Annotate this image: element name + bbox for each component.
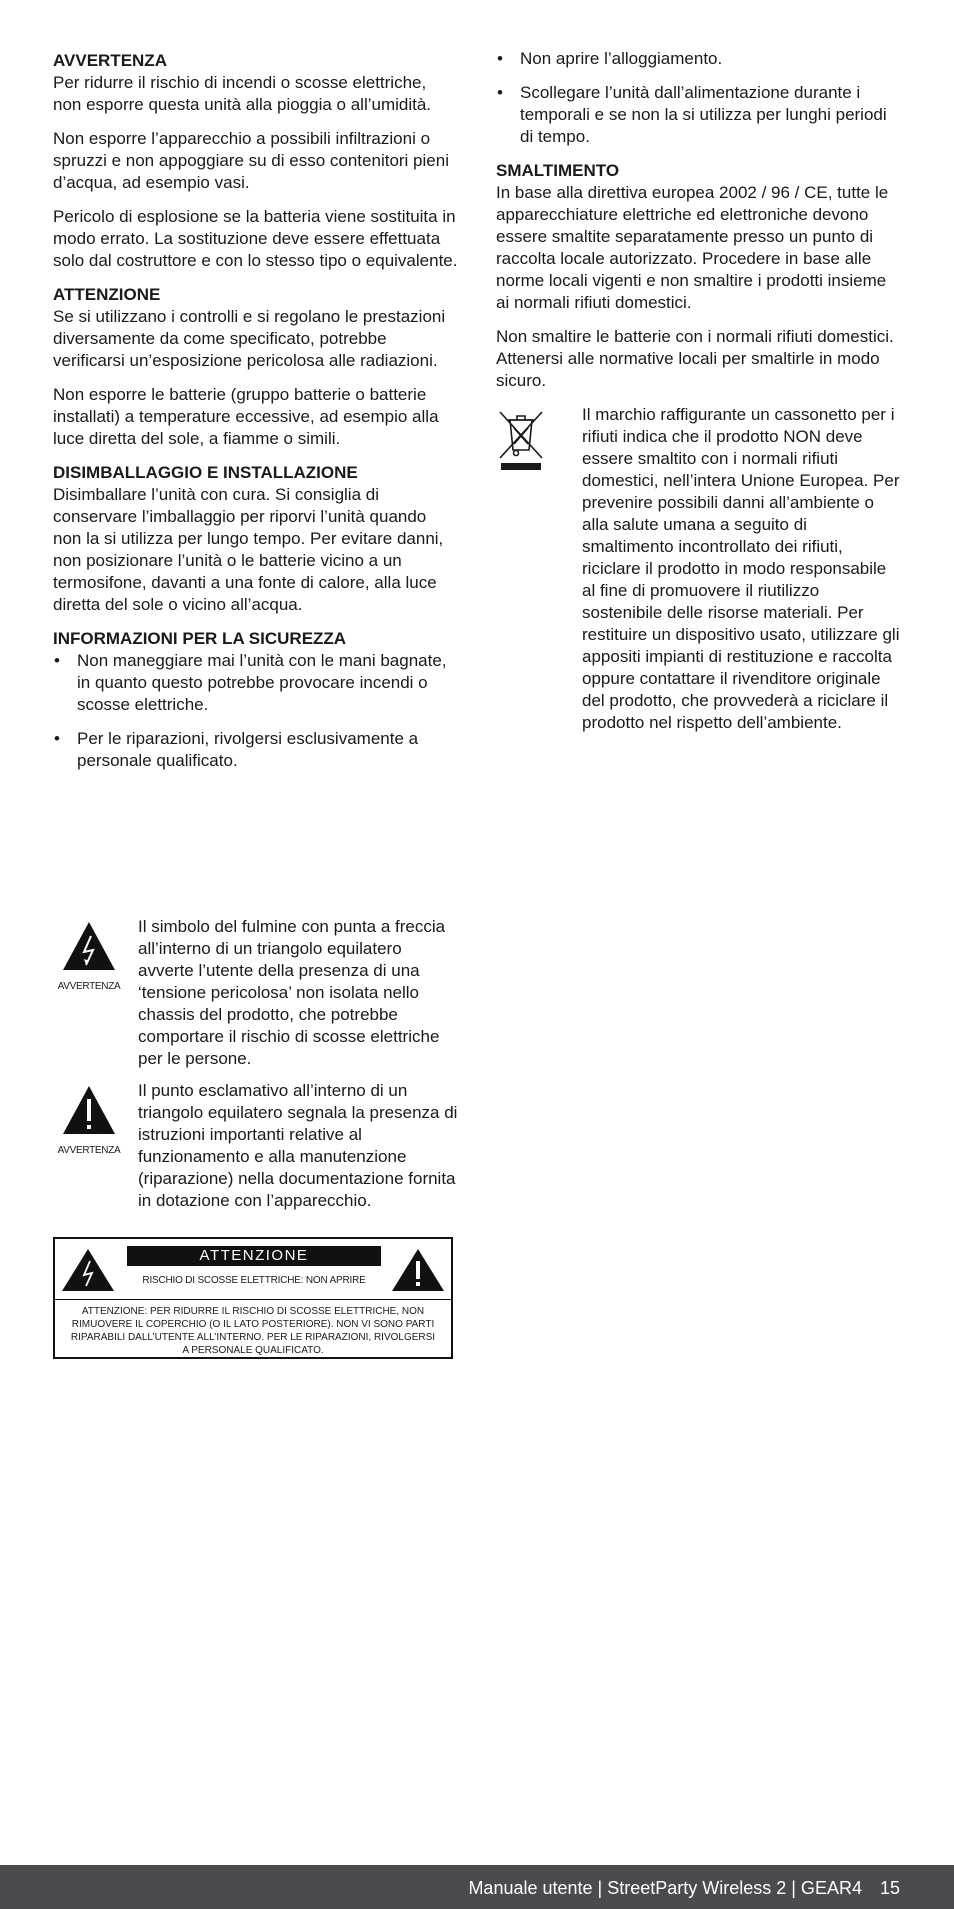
symbol-label: AVVERTENZA [57, 981, 121, 992]
safety-symbols [53, 916, 458, 1222]
caution-title: ATTENZIONE [127, 1246, 381, 1266]
section-smaltimento [496, 160, 901, 734]
paragraph: In base alla direttiva europea 2002 / 96 / CE, tutte le apparecchiature elettriche ed elettroniche devono essere smaltite separatamente presso un punto di raccolta locale autorizzato. Procedere in base alle norme locali vigenti e non smaltire i prodotti insieme ai normali rifiuti domestici. [496, 183, 889, 312]
symbol-description: Il simbolo del fulmine con punta a freccia all’interno di un triangolo equilatero avverte l’utente della presenza di una ‘tensione pericolosa’ non isolata nello chassis del prodotto, che potrebbe comportare il rischio di scosse elettriche per le persone. [138, 917, 446, 1068]
symbol-label: AVVERTENZA [57, 1145, 121, 1156]
lightning-triangle-icon [53, 920, 125, 972]
left-column [53, 48, 458, 784]
section-heading: SMALTIMENTO [496, 161, 620, 180]
paragraph: Pericolo di esplosione se la batteria viene sostituita in modo errato. La sostituzione deve essere effettuata solo dal costruttore e con lo stesso tipo o equivalente. [53, 207, 458, 270]
exclamation-triangle-icon [389, 1247, 447, 1293]
section-heading: ATTENZIONE [53, 285, 161, 304]
section-disimballaggio [53, 462, 458, 616]
page-number: 15 [879, 1878, 900, 1898]
caution-label-box [53, 1237, 453, 1359]
lightning-triangle-icon [59, 1247, 117, 1293]
bullet-list [496, 48, 901, 148]
section-heading: INFORMAZIONI PER LA SICUREZZA [53, 629, 347, 648]
paragraph: Non smaltire le batterie con i normali rifiuti domestici. Attenersi alle normative locali per smaltirle in modo sicuro. [496, 327, 894, 390]
section-attenzione [53, 284, 458, 450]
caution-body: ATTENZIONE: PER RIDURRE IL RISCHIO DI SCOSSE ELETTRICHE, NON RIMUOVERE IL COPERCHIO (O IL LATO POSTERIORE). NON VI SONO PARTI RIPARABILI DALL’UTENTE ALL’INTERNO. PER LE RIPARAZIONI, RIVOLGERSI A PERSONALE QUALIFICATO. [70, 1306, 436, 1356]
list-item: • Non maneggiare mai l’unità con le mani bagnate, in quanto questo potrebbe provocare incendi o scosse elettriche. [53, 650, 458, 716]
footer-text: Manuale utente | StreetParty Wireless 2 | GEAR4 [468, 1878, 862, 1898]
symbol-row-lightning [53, 916, 458, 1070]
list-item: • Scollegare l’unità dall’alimentazione durante i temporali e se non la si utilizza per lunghi periodi di tempo. [496, 82, 901, 148]
symbol-description: Il punto esclamativo all’interno di un triangolo equilatero segnala la presenza di istruzioni importanti relative al funzionamento e alla manutenzione (riparazione) nella documentazione fornita in dotazione con l’apparecchio. [138, 1081, 458, 1210]
page-footer [0, 1865, 954, 1909]
caution-subtitle: RISCHIO DI SCOSSE ELETTRICHE: NON APRIRE [142, 1275, 366, 1286]
weee-text: Il marchio raffigurante un cassonetto per i rifiuti indica che il prodotto NON deve essere smaltito con i normali rifiuti domestici, nell’intera Unione Europea. Per prevenire possibili danni all’ambiente o alla salute umana a seguito di smaltimento incontrollato dei rifiuti, riciclare il prodotto in modo responsabile al fine di promuovere il riutilizzo sostenibile delle risorse materiali. Per restituire un dispositivo usato, utilizzare gli appositi impianti di restituzione e raccolta oppure contattare il rivenditore originale del prodotto, che provvederà a riciclare il prodotto nel rispetto dell’ambiente. [582, 405, 900, 732]
exclamation-triangle-icon [53, 1084, 125, 1136]
bullet-list [53, 650, 458, 772]
paragraph: Disimballare l’unità con cura. Si consiglia di conservare l’imballaggio per riporvi l’unità quando non la si utilizza per lungo tempo. Per evitare danni, non posizionare l’unità o le batterie vicino a un termosifone, davanti a una fonte di calore, alla luce diretta del sole o vicino all’acqua. [53, 485, 444, 614]
weee-notice [496, 404, 901, 734]
crossed-out-wheelie-bin-icon [496, 404, 582, 478]
list-item: • Non aprire l’alloggiamento. [496, 48, 901, 70]
section-sicurezza [53, 628, 458, 772]
right-column [496, 48, 901, 734]
symbol-row-exclamation [53, 1080, 458, 1212]
paragraph: Se si utilizzano i controlli e si regolano le prestazioni diversamente da come specificato, potrebbe verificarsi un’esposizione pericolosa alle radiazioni. [53, 307, 446, 370]
section-heading: DISIMBALLAGGIO E INSTALLAZIONE [53, 463, 358, 482]
section-heading: AVVERTENZA [53, 51, 167, 70]
section-avvertenza [53, 50, 458, 272]
paragraph: Non esporre l’apparecchio a possibili infiltrazioni o spruzzi e non appoggiare su di esso contenitori pieni d’acqua, ad esempio vasi. [53, 129, 449, 192]
paragraph: Per ridurre il rischio di incendi o scosse elettriche, non esporre questa unità alla pioggia o all’umidità. [53, 73, 432, 114]
list-item: • Per le riparazioni, rivolgersi esclusivamente a personale qualificato. [53, 728, 458, 772]
paragraph: Non esporre le batterie (gruppo batterie o batterie installati) a temperature eccessive, ad esempio alla luce diretta del sole, a fiamme o simili. [53, 385, 439, 448]
